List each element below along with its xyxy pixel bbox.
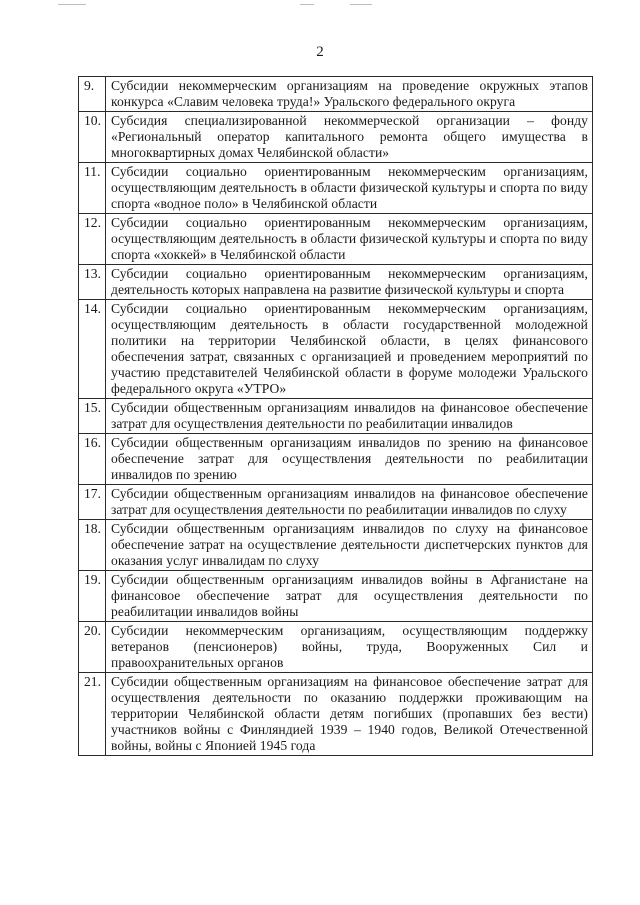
row-number: 20. [79, 622, 106, 673]
page-number: 2 [316, 44, 324, 60]
row-text: Субсидии общественным организациям на финансовое обеспечение затрат для осуществления деятельности по оказанию поддержки проживающим на территории Челябинской области детям погибших (пропавших без вести) участников войны с Финляндией 1939 – 1940 годов, Великой Отечественной войны, войны с Японией 1945 года [106, 673, 593, 756]
row-number: 14. [79, 300, 106, 399]
subsidies-table [78, 76, 593, 756]
subsidies-table-body [79, 77, 593, 756]
table-row [79, 520, 593, 571]
row-number: 17. [79, 485, 106, 520]
row-text: Субсидии некоммерческим организациям на проведение окружных этапов конкурса «Славим человека труда!» Уральского федерального округа [106, 77, 593, 112]
row-number: 10. [79, 112, 106, 163]
table-row [79, 300, 593, 399]
row-text: Субсидии социально ориентированным некоммерческим организациям, осуществляющим деятельность в области физической культуры и спорта по виду спорта «водное поло» в Челябинской области [106, 163, 593, 214]
row-number: 16. [79, 434, 106, 485]
table-row [79, 214, 593, 265]
table-row [79, 622, 593, 673]
table-row [79, 399, 593, 434]
row-number: 11. [79, 163, 106, 214]
row-text: Субсидии общественным организациям инвалидов по слуху на финансовое обеспечение затрат на осуществление деятельности диспетчерских пунктов для оказания услуг инвалидам по слуху [106, 520, 593, 571]
table-row [79, 434, 593, 485]
row-number: 19. [79, 571, 106, 622]
row-text: Субсидии общественным организациям инвалидов на финансовое обеспечение затрат для осуществления деятельности по реабилитации инвалидов по слуху [106, 485, 593, 520]
table-row [79, 163, 593, 214]
row-text: Субсидии общественным организациям инвалидов войны в Афганистане на финансовое обеспечение затрат для осуществления деятельности по реабилитации инвалидов войны [106, 571, 593, 622]
row-text: Субсидии социально ориентированным некоммерческим организациям, осуществляющим деятельность в области государственной молодежной политики на территории Челябинской области, в целях финансового обеспечения затрат, связанных с организацией и проведением мероприятий по участию представителей Челябинской области в форуме молодежи Уральского федерального округа «УТРО» [106, 300, 593, 399]
table-row [79, 571, 593, 622]
row-text: Субсидии социально ориентированным некоммерческим организациям, осуществляющим деятельность в области физической культуры и спорта по виду спорта «хоккей» в Челябинской области [106, 214, 593, 265]
row-text: Субсидии социально ориентированным некоммерческим организациям, деятельность которых направлена на развитие физической культуры и спорта [106, 265, 593, 300]
row-text: Субсидии некоммерческим организациям, осуществляющим поддержку ветеранов (пенсионеров) войны, труда, Вооруженных Сил и правоохранительных органов [106, 622, 593, 673]
row-number: 13. [79, 265, 106, 300]
row-text: Субсидии общественным организациям инвалидов по зрению на финансовое обеспечение затрат для осуществления деятельности по реабилитации инвалидов по зрению [106, 434, 593, 485]
row-number: 18. [79, 520, 106, 571]
table-row [79, 77, 593, 112]
row-number: 9. [79, 77, 106, 112]
row-text: Субсидия специализированной некоммерческой организации – фонду «Региональный оператор капитального ремонта общего имущества в многоквартирных домах Челябинской области» [106, 112, 593, 163]
row-number: 21. [79, 673, 106, 756]
table-row [79, 265, 593, 300]
table-row [79, 673, 593, 756]
scan-artifact [0, 4, 640, 10]
row-number: 15. [79, 399, 106, 434]
table-row [79, 485, 593, 520]
row-text: Субсидии общественным организациям инвалидов на финансовое обеспечение затрат для осуществления деятельности по реабилитации инвалидов [106, 399, 593, 434]
row-number: 12. [79, 214, 106, 265]
table-row [79, 112, 593, 163]
